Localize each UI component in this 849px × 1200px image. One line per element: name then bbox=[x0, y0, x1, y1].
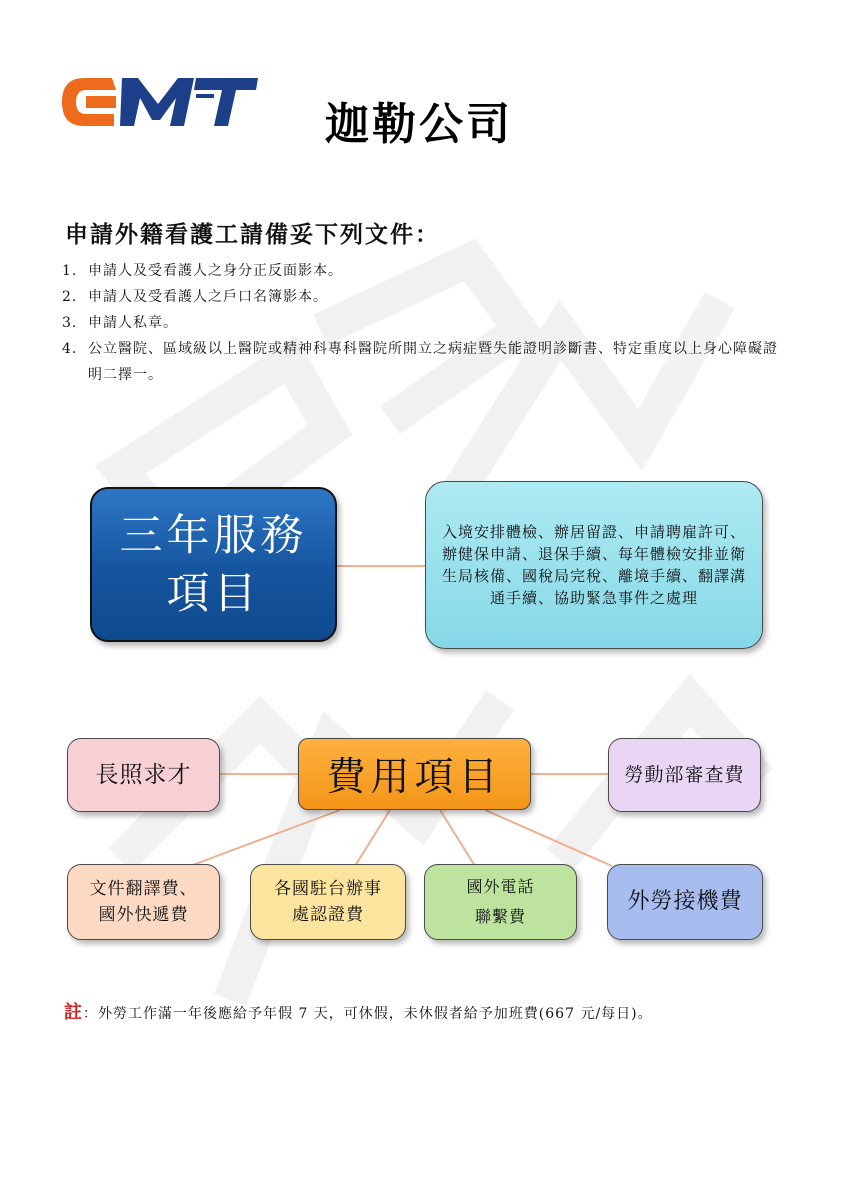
fee-translation-courier: 文件翻譯費、 國外快遞費 bbox=[67, 864, 220, 940]
list-item: 3. 申請人私章。 bbox=[62, 315, 178, 331]
documents-heading: 申請外籍看護工請備妥下列文件： bbox=[65, 221, 440, 248]
fee-long-term-care-recruitment: 長照求才 bbox=[67, 738, 220, 812]
connector-fee-2 bbox=[355, 810, 390, 866]
service-detail-box: 入境安排體檢、辦居留證、申請聘雇許可、辦健保申請、退保手續、每年體檢安排並衛生局核備、國稅局完稅、離境手續、翻譯溝通手續、協助緊急事件之處理 bbox=[425, 481, 763, 649]
documents-list bbox=[62, 258, 782, 388]
footnote-label: 註 bbox=[64, 1002, 83, 1023]
fee-office-certification: 各國駐台辦事 處認證費 bbox=[250, 864, 406, 940]
list-item: 2. 申請人及受看護人之戶口名簿影本。 bbox=[62, 289, 328, 305]
connector-fee-1 bbox=[190, 810, 340, 866]
list-item: 4. 公立醫院、區域級以上醫院或精神科專科醫院所開立之病症暨失能證明診斷書、特定重度以上身心障礙證明二擇一。 bbox=[62, 341, 778, 383]
list-item: 1. 申請人及受看護人之身分正反面影本。 bbox=[62, 263, 343, 279]
fee-title-box: 費用項目 bbox=[298, 738, 531, 810]
connector-fee-4 bbox=[485, 810, 612, 866]
company-name: 迦勒公司 bbox=[325, 99, 513, 150]
connector-fee-3 bbox=[440, 810, 475, 866]
footnote-text: ：外勞工作滿一年後應給予年假 7 天，可休假，未休假者給予加班費(667 元/每日)。 bbox=[83, 1006, 653, 1022]
footnote bbox=[64, 998, 653, 1024]
fee-overseas-phone: 國外電話 聯繫費 bbox=[424, 864, 577, 940]
fee-labor-ministry-review: 勞動部審查費 bbox=[608, 738, 761, 812]
fee-airport-pickup: 外勞接機費 bbox=[607, 864, 763, 940]
cmt-logo bbox=[60, 74, 260, 130]
service-title-box: 三年服務 項目 bbox=[90, 487, 337, 642]
